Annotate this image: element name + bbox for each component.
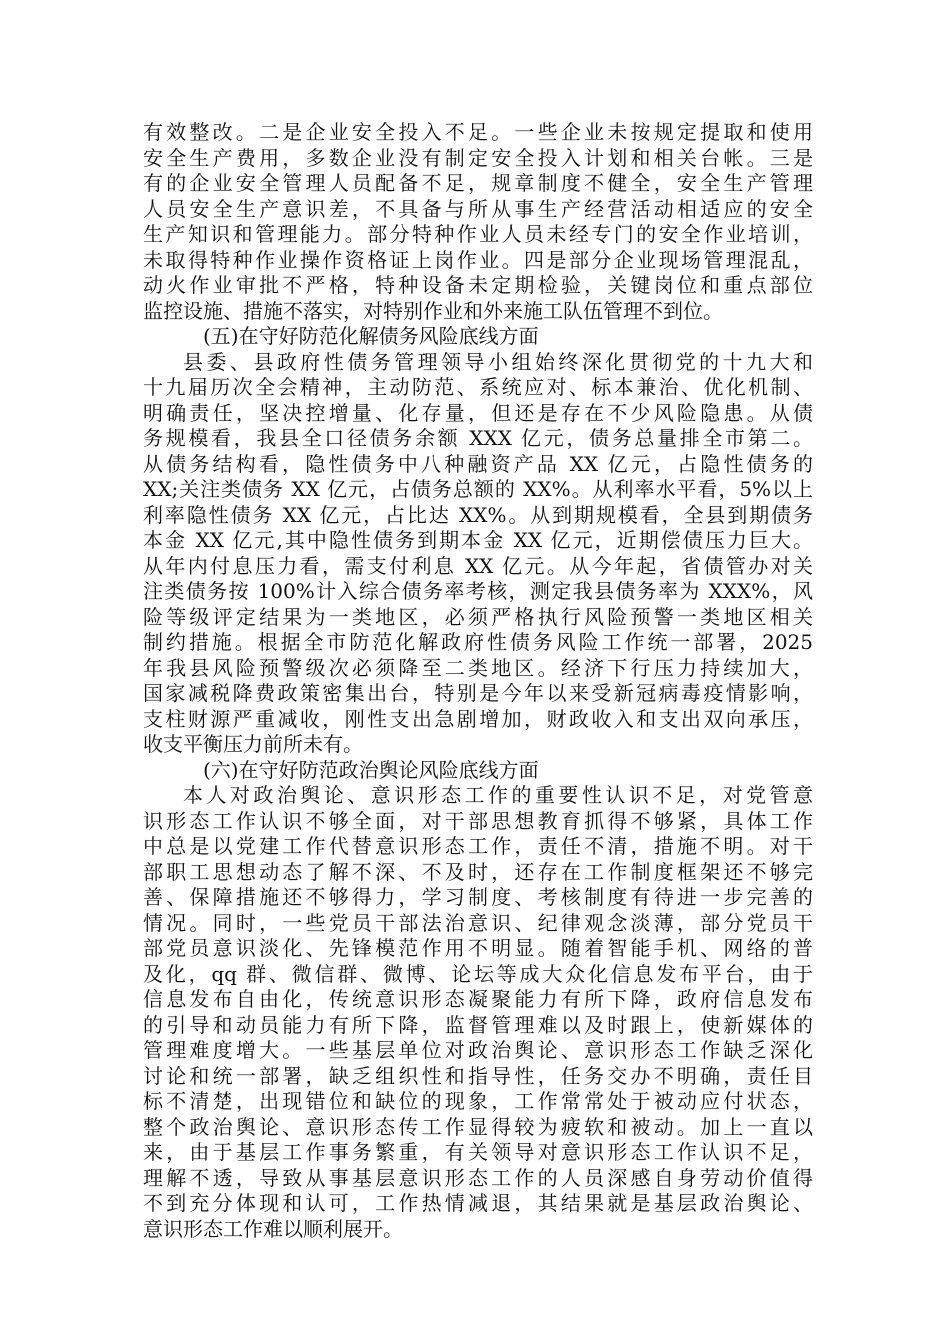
- text-line: 来，由于基层工作事务繁重，有关领导对意识形态工作认识不足，: [143, 1140, 813, 1164]
- text-line: 人员安全生产意识差，不具备与所从事生产经营活动相适应的安全: [143, 196, 813, 221]
- text-line: 有的企业安全管理人员配备不足，规章制度不健全，安全生产管理: [143, 171, 813, 195]
- text-line: 从年内付息压力看，需支付利息 XX 亿元。从今年起，省债管办对关: [143, 553, 813, 578]
- text-line: 收支平衡压力前所未有。: [143, 732, 363, 756]
- section-5-heading: (五)在守好防范化解债务风险底线方面: [203, 324, 539, 348]
- text-line: 本人对政治舆论、意识形态工作的重要性认识不足，对党管意: [183, 783, 813, 807]
- text-line: 险等级评定结果为一类地区，必须严格执行风险预警一类地区相关: [143, 604, 813, 629]
- text-line: 从债务结构看，隐性债务中八种融资产品 XX 亿元，占隐性债务的: [143, 451, 813, 476]
- text-line: 的引导和动员能力有所下降，监督管理难以及时跟上，使新媒体的: [143, 1012, 813, 1037]
- text-line: 动火作业审批不严格，特种设备未定期检验，关键岗位和重点部位: [143, 273, 813, 297]
- text-line: 部职工思想动态了解不深、不及时，还存在工作制度框架还不够完: [143, 859, 813, 884]
- text-line: 安全生产费用，多数企业没有制定安全投入计划和相关台帐。三是: [143, 145, 813, 170]
- text-line: 务规模看，我县全口径债务余额 XXX 亿元，债务总量排全市第二。: [143, 426, 813, 450]
- text-line: 本金 XX 亿元,其中隐性债务到期本金 XX 亿元，近期偿债压力巨大。: [143, 528, 813, 552]
- text-line: 及化，qq 群、微信群、微博、论坛等成大众化信息发布平台，由于: [143, 961, 813, 986]
- text-line: 管理难度增大。一些基层单位对政治舆论、意识形态工作缺乏深化: [143, 1038, 813, 1062]
- text-line: 国家减税降费政策密集出台，特别是今年以来受新冠病毒疫情影响，: [143, 681, 813, 705]
- text-line: 注类债务按 100%计入综合债务率考核，测定我县债务率为 XXX%，风: [143, 579, 813, 603]
- text-line: 识形态工作认识不够全面，对干部思想教育抓得不够紧，具体工作: [143, 808, 813, 833]
- text-line: 监控设施、措施不落实，对特别作业和外来施工队伍管理不到位。: [143, 298, 723, 323]
- text-line: 理解不透，导致从事基层意识形态工作的人员深感自身劳动价值得: [143, 1165, 813, 1190]
- text-line: 明确责任，坚决控增量、化存量，但还是存在不少风险隐患。从债: [143, 400, 813, 425]
- document-page: [143, 120, 813, 1242]
- text-line: 意识形态工作难以顺利展开。: [143, 1216, 403, 1241]
- section-6-paragraph: [143, 783, 813, 1242]
- intro-paragraph: [143, 120, 813, 324]
- text-line: 制约措施。根据全市防范化解政府性债务风险工作统一部署，2025: [143, 630, 813, 654]
- text-line: 善、保障措施还不够得力，学习制度、考核制度有待进一步完善的: [143, 885, 813, 909]
- text-line: 标不清楚，出现错位和缺位的现象，工作常常处于被动应付状态，: [143, 1089, 813, 1113]
- text-line: 中总是以党建工作代替意识形态工作，责任不清，措施不明。对干: [143, 834, 813, 858]
- text-line: 利率隐性债务 XX 亿元，占比达 XX%。从到期规模看，全县到期债务: [143, 502, 813, 527]
- text-line: 年我县风险预警级次必须降至二类地区。经济下行压力持续加大，: [143, 655, 813, 680]
- text-line: 未取得特种作业操作资格证上岗作业。四是部分企业现场管理混乱，: [143, 247, 813, 272]
- text-line: 支柱财源严重减收，刚性支出急剧增加，财政收入和支出双向承压，: [143, 706, 813, 731]
- text-line: 情况。同时，一些党员干部法治意识、纪律观念淡薄，部分党员干: [143, 910, 813, 935]
- text-line: 十九届历次全会精神，主动防范、系统应对、标本兼治、优化机制、: [143, 375, 813, 399]
- section-5-paragraph: [143, 350, 813, 758]
- text-line: 有效整改。二是企业安全投入不足。一些企业未按规定提取和使用: [143, 120, 813, 144]
- text-line: 整个政治舆论、意识形态传工作显得较为疲软和被动。加上一直以: [143, 1114, 813, 1139]
- section-6-heading: (六)在守好防范政治舆论风险底线方面: [203, 757, 539, 782]
- text-line: 生产知识和管理能力。部分特种作业人员未经专门的安全作业培训，: [143, 222, 813, 246]
- text-line: 信息发布自由化，传统意识形态凝聚能力有所下降，政府信息发布: [143, 987, 813, 1011]
- text-line: XX;关注类债务 XX 亿元，占债务总额的 XX%。从利率水平看，5%以上: [143, 477, 813, 501]
- text-line: 县委、县政府性债务管理领导小组始终深化贯彻党的十九大和: [183, 349, 813, 374]
- text-line: 部党员意识淡化、先锋模范作用不明显。随着智能手机、网络的普: [143, 936, 813, 960]
- text-line: 讨论和统一部署，缺乏组织性和指导性，任务交办不明确，责任目: [143, 1063, 813, 1088]
- text-line: 不到充分体现和认可，工作热情减退，其结果就是基层政治舆论、: [143, 1191, 813, 1215]
